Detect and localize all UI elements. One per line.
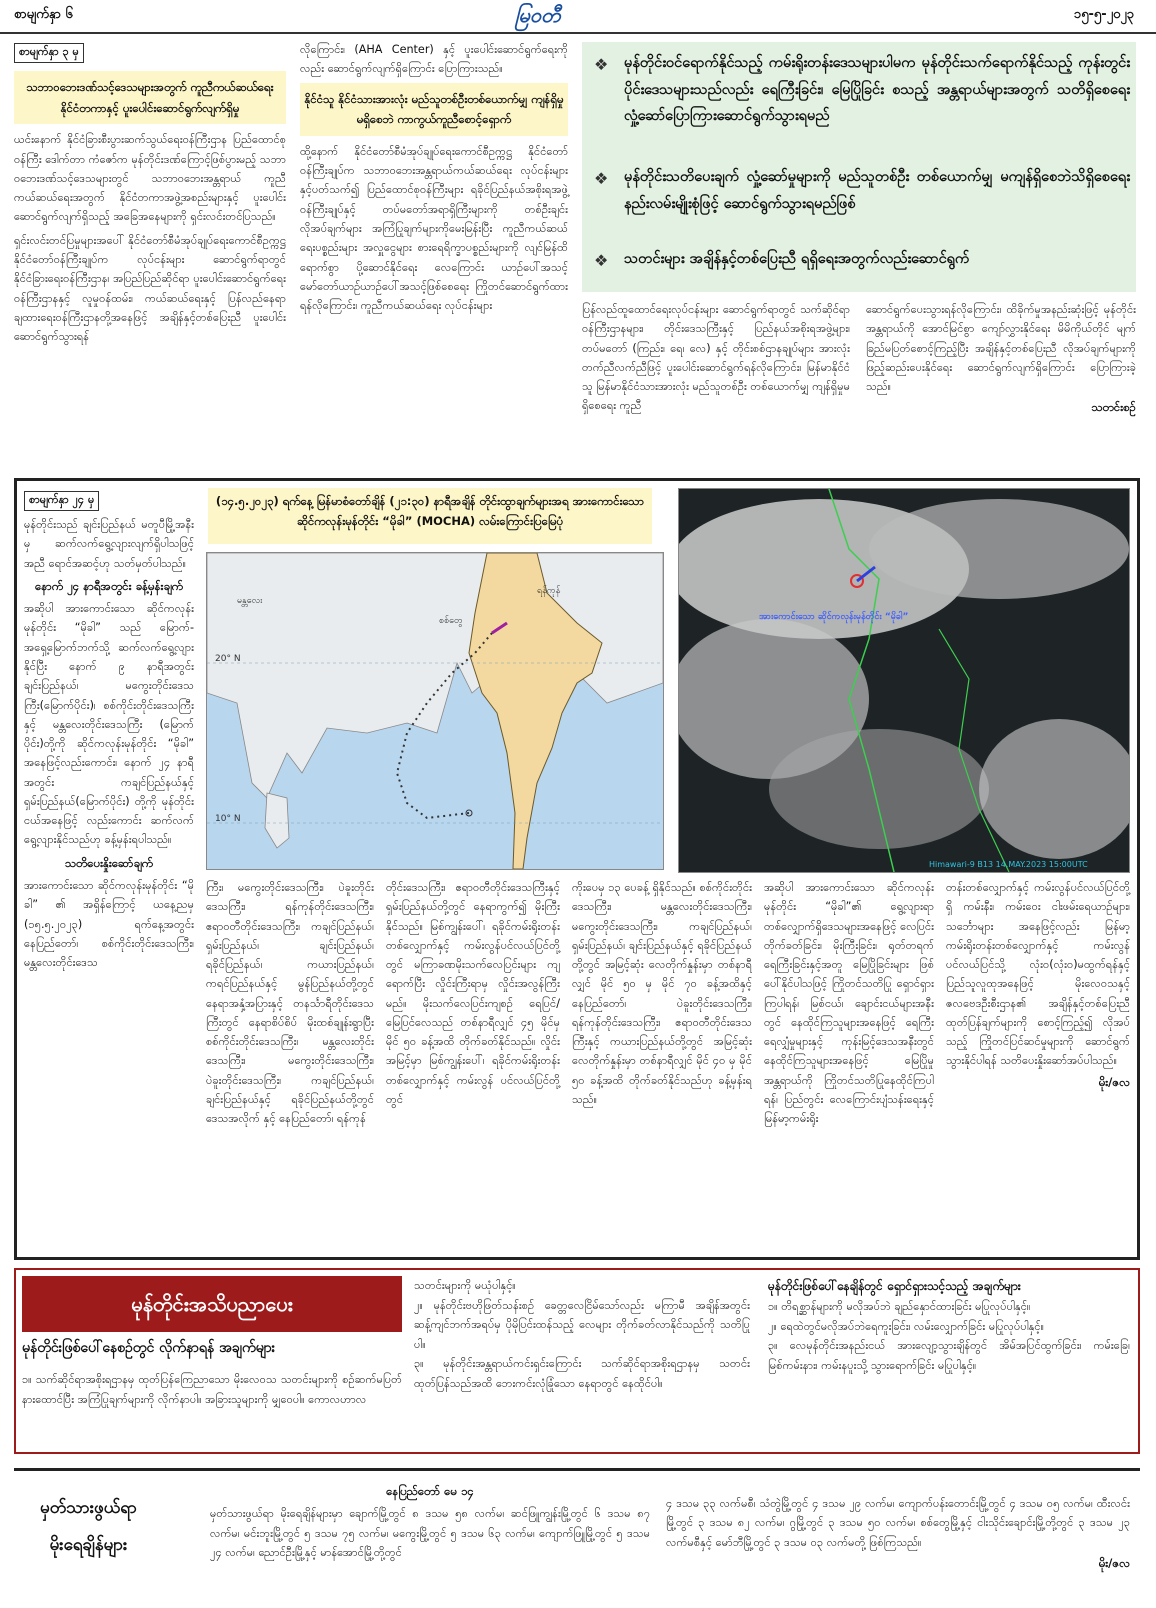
highlight-item: ❖ မုန်တိုင်းသတိပေးချက် လှုံ့ဆော်မှုများကို မည်သူတစ်ဦး တစ်ယောက်မျှ မကျန်ရှိစေဘဲသိရှိစေရေး နည်းလမ်းမျိုးစုံဖြင့် ဆောင်ရွက်သွားရမည်ဖြစ် xyxy=(590,164,1130,217)
article-paragraph: မှတ်သားဖွယ်ရာ မိုးရေချိန်များမှာ ချောက်မြို့တွင် ၈ ဒသမ ၅၈ လက်မ၊ ဆင်ဖြူကျွန်းမြို့တွင် ၆ ဒသမ ၈၇ လက်မ၊ မင်းဘူးမြို့တွင် ၅ ဒသမ ၇၅ လက်မ၊ မကွေးမြို့တွင် ၅ ဒသမ ၆၃ လက်မ၊ ကျောက်ဖြူမြို့တွင် ၅ ဒသမ ၂၄ လက်မ၊ ညောင်ဦးမြို့နှင့် မာန်အောင်မြို့တို့တွင် xyxy=(210,1507,650,1559)
highlight-item: ❖ သတင်းများ အချိန်နှင့်တစ်ပြေးညီ ရရှိရေးအတွက်လည်းဆောင်ရွက် xyxy=(590,246,1130,273)
top-headline: သဘာဝဘေးဒဏ်သင့်ဒေသများအတွက် ကူညီကယ်ဆယ်ရေး နိုင်ငံတကာနှင့် ပူးပေါင်းဆောင်ရွက်လျက်ရှိမှု xyxy=(14,71,286,124)
bullet-diamond-icon: ❖ xyxy=(594,55,609,74)
storm-col1 xyxy=(24,488,194,976)
dateline: နေပြည်တော် မေ ၁၄ xyxy=(386,1484,474,1498)
cyclone-track-map xyxy=(206,552,664,870)
article-paragraph: အားကောင်းသော ဆိုင်ကလုန်းမုန်တိုင်း “မိုခါ” ၏ အရှိန်ကြောင့် ယနေ့ညမှ (၁၅.၅.၂၀၂၃) ရက်နေ့အတွင်း နေပြည်တော်၊ စစ်ကိုင်းတိုင်းဒေသကြီး၊ မန္တလေးတိုင်းဒေသ xyxy=(24,879,194,970)
bullet-diamond-icon: ❖ xyxy=(594,251,609,270)
highlights-box xyxy=(582,42,1136,292)
rainfall-col1 xyxy=(210,1478,650,1566)
list-item: ၁။ သက်ဆိုင်ရာအစိုးရဌာနမှ ထုတ်ပြန်ကြေညာသော မိုးလေဝသ သတင်းများကို စဉ်ဆက်မပြတ်နားထောင်ပြီး အကြံပြုချက်များကို လိုက်နာပါ။ အခြားသူများကို မျှဝေပါ။ ကောလဟာလ xyxy=(22,1373,403,1406)
byline: မိုး/ဇလ xyxy=(1098,1555,1130,1570)
continuation-label: စာမျက်နှာ ၃ မှ xyxy=(14,43,84,63)
list-item: ၂။ မုန်တိုင်းဗဟိုဖြတ်သန်းစဉ် ခေတ္တလေငြိမ်သော်လည်း မကြာမီ အချိန်အတွင်း ဆန့်ကျင်ဘက်အရပ်မှ ပိုမိုပြင်းထန်သည့် လေများ တိုက်ခတ်လာနိုင်သည်ကို သတိပြုပါ။ xyxy=(414,1298,750,1351)
satellite-label: အားကောင်းသော ဆိုင်ကလုန်းမုန်တိုင်း “မိုခါ” xyxy=(759,612,909,622)
list-item: ၁။ တိရစ္ဆာန်များကို မလိုအပ်ဘဲ ချည်နှောင်ထားခြင်း မပြုလုပ်ပါနှင့်။ xyxy=(768,1300,1031,1313)
page-number: စာမျက်နှာ ၆ xyxy=(14,7,73,22)
map-label: စစ်တွေ xyxy=(439,616,463,626)
masthead-logo: မြဝတီ xyxy=(515,3,561,27)
latitude-label-10n: 10° N xyxy=(215,814,241,824)
article-paragraph: ဆောင်ရွက်ပေးသွားရန်လိုကြောင်း၊ ထိခိုက်မှုအနည်းဆုံးဖြင့် မုန်တိုင်းအန္တရာယ်ကို အောင်မြင်စွာ ကျော်လွှားနိုင်ရေး မိမိကိုယ်တိုင် မျက်ခြည်မပြတ်စောင့်ကြည့်ပြီး အချိန်နှင့်တစ်ပြေးညီ လိုအပ်ချက်များကို ဖြည့်ဆည်းပေးနိုင်ရေး ဆောင်ရွက်လျက်ရှိကြောင်း ပြောကြားခဲ့သည်။ xyxy=(866,303,1136,394)
article-paragraph: ၄ ဒသမ ၃၃ လက်မစီ၊ သံတွဲမြို့တွင် ၄ ဒသမ ၂၉ လက်မ၊ ကျောက်ပန်းတောင်းမြို့တွင် ၄ ဒသမ ၀၅ လက်မ၊ ထီးလင်းမြို့တွင် ၃ ဒသမ ၈၂ လက်မ၊ ဂွမြို့တွင် ၃ ဒသမ ၅၀ လက်မ၊ စစ်တွေမြို့နှင့် ငါးသိုင်းချောင်းမြို့တို့တွင် ၃ ဒသမ ၂၃ လက်မစီနှင့် မော်ဘီမြို့တွင် ၃ ဒသမ ၀၃ လက်မတို့ ဖြစ်ကြသည်။ xyxy=(666,1497,1130,1549)
byline: သတင်းစဉ် xyxy=(1091,400,1136,415)
article-paragraph: တန်းတစ်လျှောက်နှင့် ကမ်းလွန်ပင်လယ်ပြင်တို့ရှိ ကမ်းနီး၊ ကမ်းဝေး ငါးဖမ်းရေယာဉ်များ၊ သင်္ဘောများ အနေဖြင့်လည်း မြန်မာ့ကမ်းရိုးတန်းတစ်လျှောက်နှင့် ကမ်းလွန်ပင်လယ်ပြင်သို့ လုံး၀(လုံး၀)မထွက်ရန်နှင့် ပြည်သူလူထုအနေဖြင့် မိုးလေဝသနှင့် ဇလဗေဒဦးစီးဌာန၏ အချိန်နှင့်တစ်ပြေးညီ ထုတ်ပြန်ချက်များကို စောင့်ကြည့်၍ လိုအပ်သည့် ကြိုတင်ပြင်ဆင်မှုများကို ဆောင်ရွက်သွားနိုင်ပါရန် သတိပေးနှိုးဆော်အပ်ပါသည်။ xyxy=(946,881,1130,1068)
continuation-label: စာမျက်နှာ ၂၄ မှ xyxy=(24,491,99,511)
satellite-svg xyxy=(679,489,1129,872)
storm-col6 xyxy=(946,878,1130,1092)
storm-col3 xyxy=(386,878,560,1113)
bullet-diamond-icon: ❖ xyxy=(594,169,609,188)
top-article-col4 xyxy=(866,300,1136,417)
article-paragraph: ပြန်လည်ထူထောင်ရေးလုပ်ငန်းများ ဆောင်ရွက်ရာတွင် သက်ဆိုင်ရာဝန်ကြီးဌာနများ၊ တိုင်းဒေသကြီးနှင့် ပြည်နယ်အစိုးရအဖွဲ့များ၊ တပ်မတော် (ကြည်း၊ ရေ၊ လေ) နှင့် တိုင်းစစ်ဌာနချုပ်များ အားလုံးတက်ညီလက်ညီဖြင့် ပူးပေါင်းဆောင်ရွက်ရန်လိုကြောင်း၊ မြန်မာနိုင်ငံသူ မြန်မာနိုင်ငံသားအားလုံး မည်သူတစ်ဦး တစ်ယောက်မျှ ကျန်ရှိမှုမရှိစေရေး ကူညီ xyxy=(582,303,850,413)
article-paragraph: ကြီး၊ မကွေးတိုင်းဒေသကြီး၊ ပဲခူးတိုင်းဒေသကြီး၊ ရန်ကုန်တိုင်းဒေသကြီး၊ ဧရာဝတီတိုင်းဒေသကြီး၊ ကချင်ပြည်နယ်၊ ရှမ်းပြည်နယ်၊ ချင်းပြည်နယ်၊ ရခိုင်ပြည်နယ်၊ ကယားပြည်နယ်၊ ကရင်ပြည်နယ်နှင့် မွန်ပြည်နယ်တို့တွင် နေရာအနှံ့အပြားနှင့် တနင်္သာရီတိုင်းဒေသကြီးတွင် နေရာစိပ်စိပ် မိုးထစ်ချုန်းရွာပြီး စစ်ကိုင်းတိုင်းဒေသကြီး၊ မန္တလေးတိုင်းဒေသကြီး၊ မကွေးတိုင်းဒေသကြီး၊ ပဲခူးတိုင်းဒေသကြီး၊ ကချင်ပြည်နယ်၊ ချင်းပြည်နယ်နှင့် ရခိုင်ပြည်နယ်တို့တွင် ဒေသအလိုက် နှင့် နေပြည်တော်၊ ရန်ကုန် xyxy=(206,881,374,1126)
article-paragraph: ယင်းနောက် နိုင်ငံခြားစီးပွားဆက်သွယ်ရေးဝန်ကြီးဌာန ပြည်ထောင်စုဝန်ကြီး ဒေါက်တာ ကံဇော်က မုန်တိုင်းဒဏ်ကြောင့်ဖြစ်ပွားမည့် သဘာဝဘေးဒဏ်သင့်ဒေသများတွင် သဘာဝဘေးအန္တရာယ် ကူညီကယ်ဆယ်ရေးအတွက် နိုင်ငံတကာအဖွဲ့အစည်းများနှင့် ပူးပေါင်းဆောင်ရွက်လျက်ရှိသည့် အခြေအနေများကို ရှင်းလင်းတင်ပြသည်။ xyxy=(14,133,286,224)
list-lead: သတင်းများကို မယုံပါနှင့်။ xyxy=(414,1279,516,1292)
article-paragraph: ထို့နောက် နိုင်ငံတော်စီမံအုပ်ချုပ်ရေးကောင်စီဥက္ကဋ္ဌ နိုင်ငံတော်ဝန်ကြီးချုပ်က သဘာဝဘေးအန္တရာယ်ကယ်ဆယ်ရေး လုပ်ငန်းများနှင့်ပတ်သက်၍ ပြည်ထောင်စုဝန်ကြီးများ ရခိုင်ပြည်နယ်အစိုးရအဖွဲ့ဝန်ကြီးချုပ်နှင့် တပ်မတော်အရာရှိကြီးများကို တစ်ဦးချင်း လိုအပ်ချက်များ အကြံပြုချက်များကိုမေးမြန်းပြီး ကူညီကယ်ဆယ်ရေးပစ္စည်းများ အလှူငွေများ စားရေရိက္ခာပစ္စည်းများကို လျင်မြန်ထိရောက်စွာ ပို့ဆောင်နိုင်ရေး လေကြောင်း ယာဉ်ပေါ်အသင့် မော်တော်ယာဉ်ယာဉ်ပေါ်အသင့်ဖြစ်စေရေး ကြိုတင်ဆောင်ရွက်ထားရန်လိုကြောင်း၊ ကူညီကယ်ဆယ်ရေး လုပ်ငန်းများ xyxy=(300,144,568,313)
top-article-col2 xyxy=(300,40,568,319)
map-title: (၁၄.၅.၂၀၂၃) ရက်နေ့ မြန်မာစံတော်ချိန် (၂၁:၃၀) နာရီအချိန် တိုင်းထွာချက်များအရ အားကောင်းသော ဆိုင်ကလုန်းမုန်တိုင်း “မိုခါ” (MOCHA) လမ်းကြောင်းပြမြေပုံ xyxy=(208,488,652,544)
article-paragraph: လိုကြောင်း၊ (AHA Center) နှင့် ပူးပေါင်းဆောင်ရွက်ရေးကိုလည်း ဆောင်ရွက်လျက်ရှိကြောင်း ပြောကြားသည်။ xyxy=(300,43,568,76)
list-item: ၃။ လေမုန်တိုင်းအနည်းငယ် အားလျော့သွားချိန်တွင် အိမ်အပြင်ထွက်ခြင်း၊ ကမ်းခြေ၊ မြစ်ကမ်းနား၊ ကမ်းနပူးသို့ သွားရောက်ခြင်း မပြုပါနှင့်။ xyxy=(768,1339,1130,1372)
article-paragraph: ကိုးပေမှ ၁၃ ပေခန့် ရှိနိုင်သည်။ စစ်ကိုင်းတိုင်းဒေသကြီး၊ မန္တလေးတိုင်းဒေသကြီး၊ မကွေးတိုင်းဒေသကြီး၊ ကချင်ပြည်နယ်၊ ရှမ်းပြည်နယ်၊ ချင်းပြည်နယ်နှင့် ရခိုင်ပြည်နယ်တို့တွင် အမြင့်ဆုံး လေတိုက်နှုန်းမှာ တစ်နာရီလျှင် မိုင် ၅၀ မှ မိုင် ၇၀ ခန့်အထိနှင့် နေပြည်တော်၊ ပဲခူးတိုင်းဒေသကြီး၊ ရန်ကုန်တိုင်းဒေသကြီး၊ ဧရာဝတီတိုင်းဒေသကြီးနှင့် ကယားပြည်နယ်တို့တွင် အမြင့်ဆုံး လေတိုက်နှုန်းမှာ တစ်နာရီလျှင် မိုင် ၄၀ မှ မိုင် ၅၀ ခန့်အထိ တိုက်ခတ်နိုင်သည်ဟု ခန့်မှန်းရသည်။ xyxy=(572,881,752,1106)
highlight-item: ❖ မုန်တိုင်းဝင်ရောက်နိုင်သည့် ကမ်းရိုးတန်းဒေသများပါမက မုန်တိုင်းသက်ရောက်နိုင်သည့် ကုန်းတွင်းပိုင်းဒေသများသည်လည်း ရေကြီးခြင်း၊ မြေပြိုခြင်း စသည့် အန္တရာယ်များအတွက် သတိရှိစေရေး လှုံ့ဆော်ပြောကြားဆောင်ရွက်သွားရမည် xyxy=(590,50,1130,130)
sub-headline: နိုင်ငံသူ နိုင်ငံသားအားလုံး မည်သူတစ်ဦးတစ်ယောက်မျှ ကျန်ရှိမှု မရှိစေဘဲ ကာကွယ်ကူညီစောင့်ရှောက် xyxy=(300,83,568,136)
map-label: ရန်ကုန် xyxy=(537,586,561,596)
map-label: မန္တလေး xyxy=(237,596,263,606)
article-paragraph: တိုင်းဒေသကြီး၊ ဧရာဝတီတိုင်းဒေသကြီးနှင့် ရှမ်းပြည်နယ်တို့တွင် နေရာကွက်၍ မိုးကြီးနိုင်သည်။ မြစ်ကျွန်းပေါ်၊ ရခိုင်ကမ်းရိုးတန်းတစ်လျှောက်နှင့် ကမ်းလွန်ပင်လယ်ပြင်တို့တွင် မကြာခဏမိုးသက်လေပြင်းများ ကျရောက်ပြီး လှိုင်းကြီးရာမှ လှိုင်းအလွန်ကြီးမည်။ မိုးသက်လေပြင်းကျစဉ် ရေပြင်/မြေပြင်လေသည် တစ်နာရီလျှင် ၄၅ မိုင်မှ မိုင် ၅၀ ခန့်အထိ တိုက်ခတ်နိုင်သည်။ လှိုင်းအမြင့်မှာ မြစ်ကျွန်းပေါ်၊ ရခိုင်ကမ်းရိုးတန်း တစ်လျှောက်နှင့် ကမ်းလွန် ပင်လယ်ပြင်တို့တွင် xyxy=(386,881,560,1106)
top-article-col3 xyxy=(582,300,850,420)
list-item: ၂။ ရေထဲတွင်မလိုအပ်ဘဲရေကူးခြင်း၊ လမ်းလျှောက်ခြင်း မပြုလုပ်ပါနှင့်။ xyxy=(768,1319,1045,1333)
satellite-image xyxy=(678,488,1130,873)
satellite-caption: Himawari-9 B13 14.MAY.2023 15:00UTC xyxy=(929,860,1088,869)
advice-title: မုန်တိုင်းအသိပညာပေး xyxy=(22,1276,402,1332)
advice-subtitle: မုန်တိုင်းဖြစ်ပေါ်နေစဉ်တွင် လိုက်နာရန် အချက်များ xyxy=(22,1340,276,1356)
list-item: ၃။ မုန်တိုင်းအန္တရာယ်ကင်းရှင်းကြောင်း သက်ဆိုင်ရာအစိုးရဌာနမှ သတင်းထုတ်ပြန်သည်အထိ ဘေးကင်းလုံခြုံသော နေရာတွင် နေထိုင်ပါ။ xyxy=(414,1357,750,1390)
rainfall-label: မှတ်သားဖွယ်ရာ မိုးရေချိန်များ xyxy=(40,1498,137,1556)
page-header xyxy=(0,0,1156,34)
advice-mid-list xyxy=(414,1276,750,1394)
advice-right-title: မုန်တိုင်းဖြစ်ပေါ်နေချိန်တွင် ရှောင်ရှားသင့်သည့် အချက်များ xyxy=(768,1279,1021,1293)
subheading-forecast: နောက် ၂၄ နာရီအတွင်း ခန့်မှန်းချက် xyxy=(34,578,184,593)
track-map-svg xyxy=(207,553,663,869)
top-article-col1 xyxy=(14,40,286,350)
article-paragraph: မုန်တိုင်းသည် ချင်းပြည်နယ် မတူပီမြို့အနီးမှ ဆက်လက်ရွေ့လျားလျက်ရှိပါသဖြင့် အညီ ရောင်အဆင့်ဟု သတ်မှတ်ပါသည်။ xyxy=(24,518,194,570)
latitude-label-20n: 20° N xyxy=(215,654,241,664)
article-paragraph: ရှင်းလင်းတင်ပြမှုများအပေါ် နိုင်ငံတော်စီမံအုပ်ချုပ်ရေးကောင်စီဥက္ကဋ္ဌ နိုင်ငံတော်ဝန်ကြီးချုပ်က လုပ်ငန်းများ ဆောင်ရွက်ရာတွင် နိုင်ငံခြားရေးဝန်ကြီးဌာန၊ အပြည်ပြည်ဆိုင်ရာ ပူးပေါင်းဆောင်ရွက်ရေးဝန်ကြီးဌာနနှင့် လူမှုဝန်ထမ်း၊ ကယ်ဆယ်ရေးနှင့် ပြန်လည်နေရာချထားရေးဝန်ကြီးဌာနတို့အနေဖြင့် အချိန်နှင့်တစ်ပြေးညီ ပူးပေါင်းဆောင်ရွက်သွားရန် xyxy=(14,233,286,344)
storm-col4 xyxy=(572,878,752,1113)
storm-col2 xyxy=(206,878,374,1132)
article-paragraph: အဆိုပါ အားကောင်းသော ဆိုင်ကလုန်းမုန်တိုင်း “မိုခါ”၏ ရွေ့လျားရာတစ်လျှောက်ရှိဒေသများအနေဖြင့် လေပြင်းတိုက်ခတ်ခြင်း၊ မိုးကြီးခြင်း၊ ရုတ်တရက်ရေကြီးခြင်းနှင့်အတူ မြေပြိုခြင်းများ ဖြစ်ပေါ်နိုင်ပါသဖြင့် ကြိုတင်သတိပြု ရှောင်ရှားကြပါရန်၊ မြစ်ငယ်၊ ချောင်းငယ်များအနီးတွင် နေထိုင်ကြသူများအနေဖြင့် ရေကြီးရေလျှံမှုများနှင့် ကုန်းမြင့်ဒေသအနီးတွင် နေထိုင်ကြသူများအနေဖြင့် မြေပြိုမှုအန္တရာယ်ကို ကြိုတင်သတိပြုနေထိုင်ကြပါရန်၊ ပြည်တွင်း လေကြောင်းပျံသန်းရေးနှင့် မြန်မာ့ကမ်းရိုး xyxy=(764,881,934,1126)
rainfall-col2 xyxy=(666,1494,1130,1573)
byline: မိုး/ဇလ xyxy=(1098,1074,1130,1089)
subheading-warning: သတိပေးနှိုးဆော်ချက် xyxy=(64,855,154,870)
storm-col5 xyxy=(764,878,934,1132)
issue-date: ၁၅-၅-၂၀၂၃ xyxy=(1073,7,1134,22)
advice-left-list xyxy=(22,1370,402,1409)
article-paragraph: အဆိုပါ အားကောင်းသော ဆိုင်ကလုန်းမုန်တိုင်း “မိုခါ” သည် မြောက်-အရှေ့မြောက်ဘက်သို့ ဆက်လက်ရွေ့လျားနိုင်ပြီး နောက် ၉ နာရီအတွင်း ချင်းပြည်နယ်၊ မကွေးတိုင်းဒေသကြီး(မြောက်ပိုင်း)၊ စစ်ကိုင်းတိုင်းဒေသကြီးနှင့် မန္တလေးတိုင်းဒေသကြီး (မြောက်ပိုင်း)တို့ကို ဆိုင်ကလုန်းမုန်တိုင်း “မိုခါ” အနေဖြင့်လည်းကောင်း၊ နောက် ၂၄ နာရီအတွင်း ကချင်ပြည်နယ်နှင့် ရှမ်းပြည်နယ်(မြောက်ပိုင်း) တို့ကို မုန်တိုင်းငယ်အနေဖြင့် လည်းကောင်း ဆက်လက်ရွေ့လျားနိုင်သည်ဟု ခန့်မှန်းရပါသည်။ xyxy=(24,602,194,847)
advice-right-list xyxy=(768,1276,1130,1375)
